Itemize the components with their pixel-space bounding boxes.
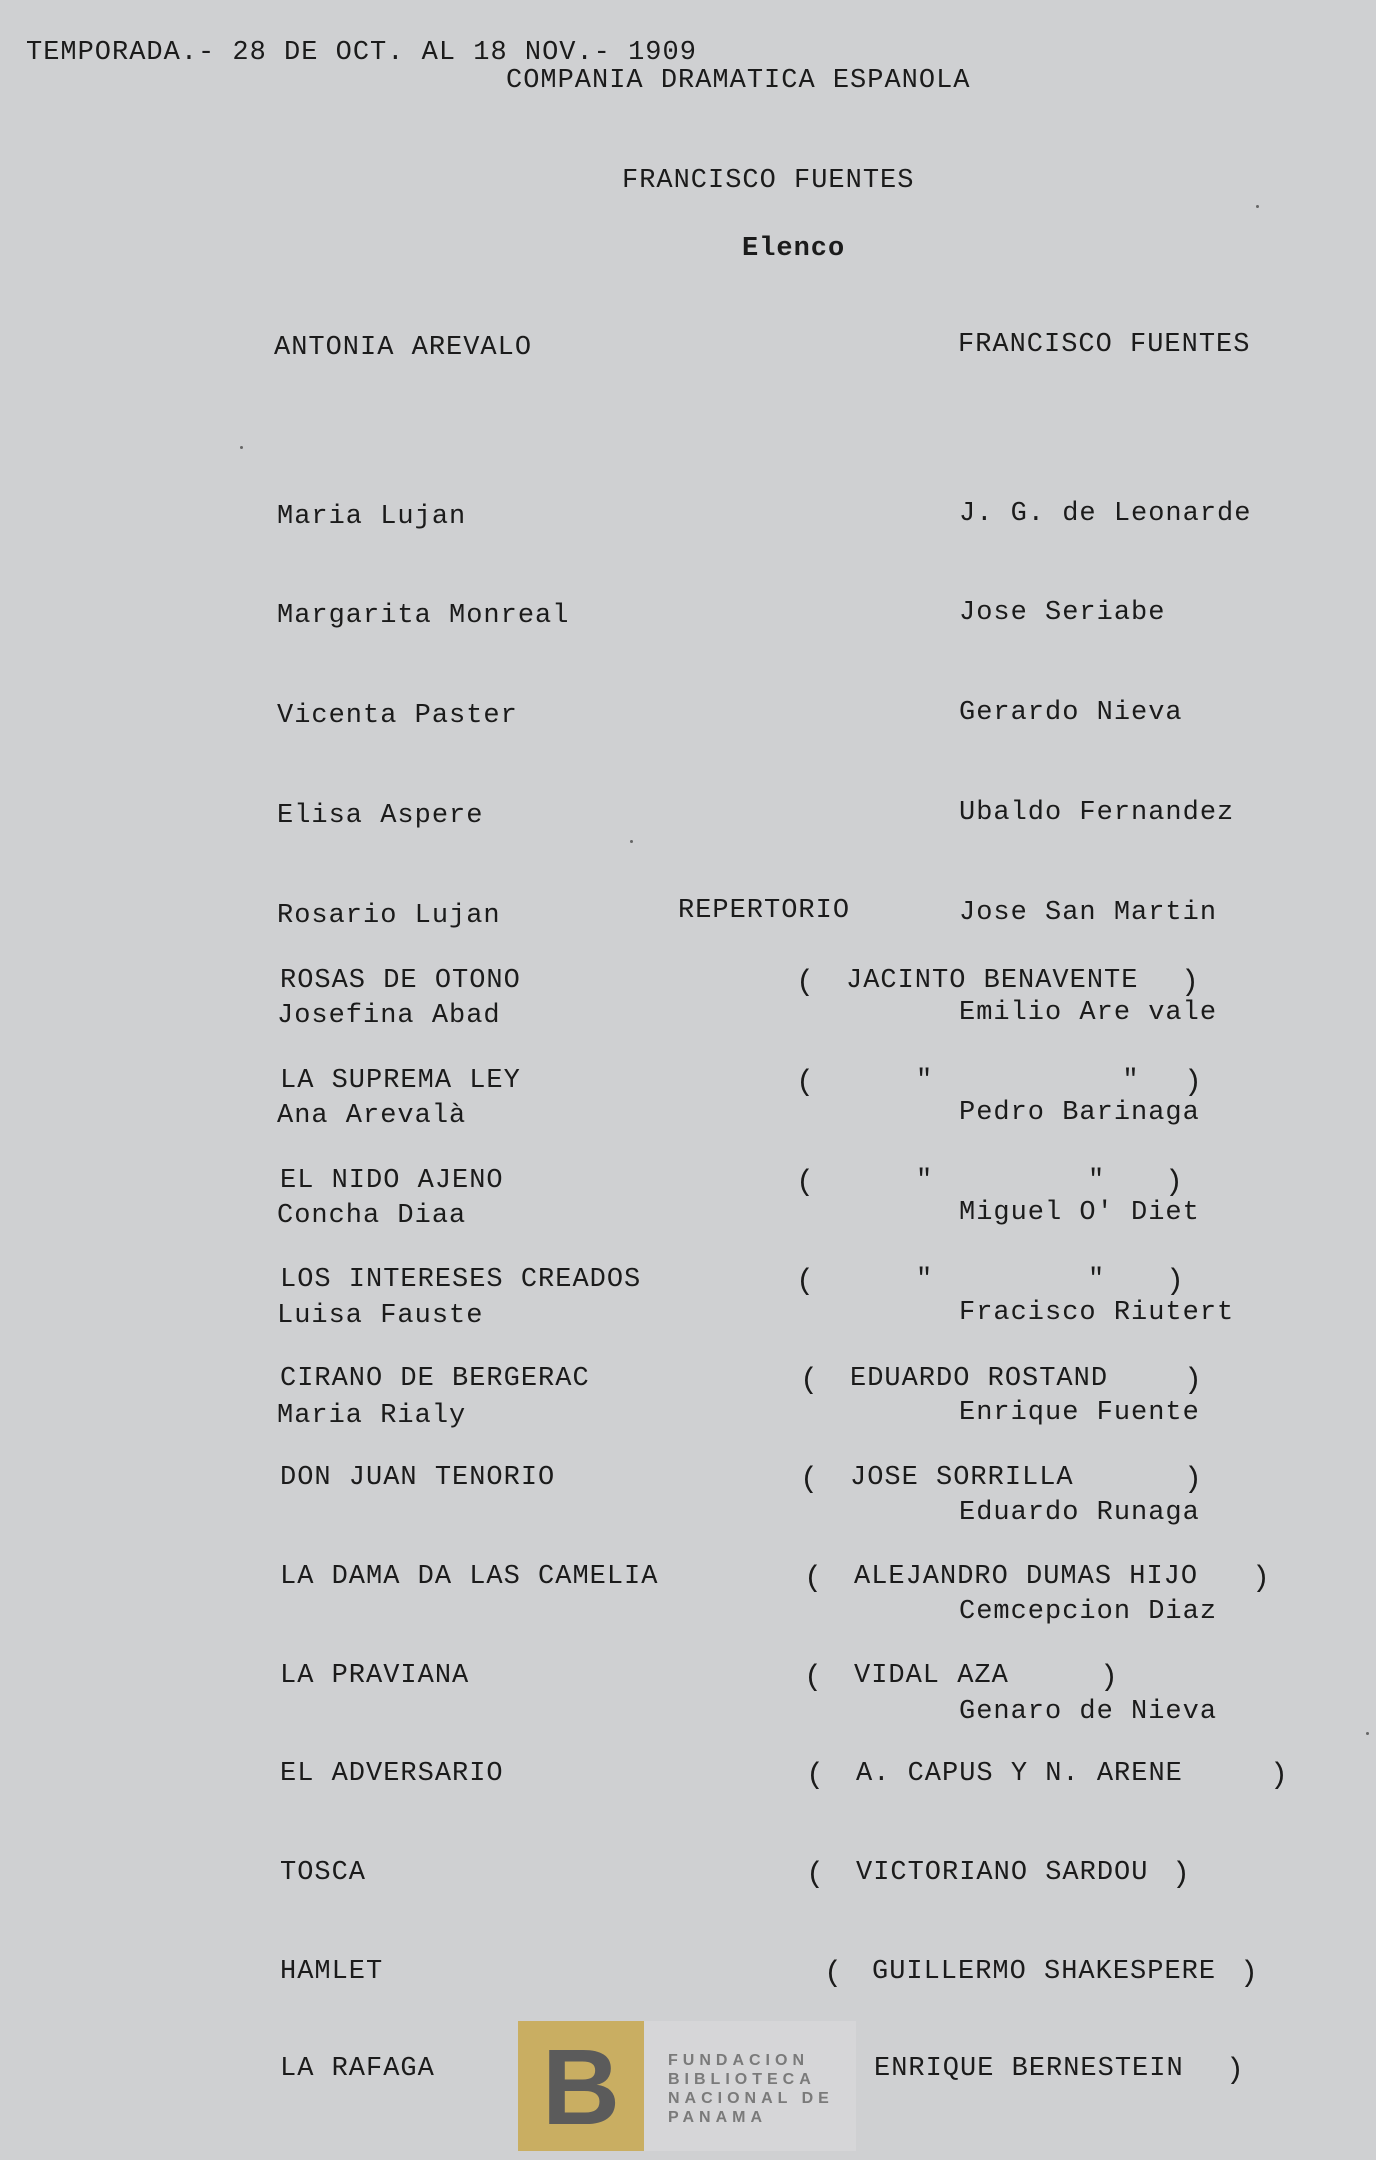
open-paren: ( — [804, 1562, 823, 1596]
list-item: Enrique Fuente — [959, 1397, 1200, 1428]
open-paren: ( — [804, 1661, 823, 1695]
play-title: LA DAMA DA LAS CAMELIA — [280, 1562, 659, 1592]
play-author: GUILLERMO SHAKESPERE — [872, 1957, 1217, 1987]
list-item: Emilio Are vale — [959, 998, 1218, 1029]
repertoire-row — [0, 1265, 1376, 1305]
speck — [630, 840, 633, 843]
list-item: Jose San Martin — [959, 898, 1218, 929]
speck — [1366, 1732, 1369, 1735]
play-title: EL NIDO AJENO — [280, 1166, 504, 1196]
repertoire-row — [0, 1166, 1376, 1206]
close-paren: ) — [1166, 1265, 1185, 1299]
list-item: Jose Seriabe — [959, 598, 1166, 629]
watermark-text: FUNDACION BIBLIOTECA NACIONAL DE PANAMA — [668, 2052, 834, 2126]
play-title: LA RAFAGA — [280, 2054, 435, 2084]
play-title: LA PRAVIANA — [280, 1661, 470, 1691]
repertoire-row — [0, 1066, 1376, 1106]
list-item: Eduardo Runaga — [959, 1497, 1200, 1528]
repertoire-row — [0, 1858, 1376, 1898]
close-paren: ) — [1184, 1364, 1203, 1398]
close-paren: ) — [1252, 1562, 1271, 1596]
list-item: Fracisco Riutert — [959, 1297, 1235, 1328]
repertoire-row — [0, 1759, 1376, 1799]
play-title: CIRANO DE BERGERAC — [280, 1364, 590, 1394]
play-title: TOSCA — [280, 1858, 367, 1888]
repertorio-heading: REPERTORIO — [678, 896, 851, 926]
play-author: " " — [916, 1066, 1140, 1096]
play-title: EL ADVERSARIO — [280, 1759, 504, 1789]
season-dates: TEMPORADA.- 28 DE OCT. AL 18 NOV.- 1909 — [26, 38, 697, 68]
open-paren: ( — [796, 1265, 815, 1299]
open-paren: ( — [800, 1463, 819, 1497]
list-item: Ubaldo Fernandez — [959, 798, 1235, 829]
play-title: LA SUPREMA LEY — [280, 1066, 521, 1096]
list-item: Margarita Monreal — [277, 601, 570, 632]
open-paren: ( — [796, 1066, 815, 1100]
repertoire-row — [0, 1562, 1376, 1602]
play-author: " " — [916, 1166, 1106, 1196]
list-item: Concha Diaa — [277, 1200, 467, 1231]
list-item: Cemcepcion Diaz — [959, 1597, 1218, 1628]
list-item: Pedro Barinaga — [959, 1097, 1200, 1128]
repertoire-row — [0, 1957, 1376, 1997]
company-name: COMPANIA DRAMATICA ESPANOLA — [506, 66, 971, 96]
list-item: Maria Lujan — [277, 501, 467, 532]
list-item: Genaro de Nieva — [959, 1697, 1218, 1728]
lead-actor: FRANCISCO FUENTES — [958, 330, 1251, 360]
speck — [240, 446, 243, 449]
play-title: DON JUAN TENORIO — [280, 1463, 556, 1493]
play-title: LOS INTERESES CREADOS — [280, 1265, 642, 1295]
play-author: JOSE SORRILLA — [850, 1463, 1074, 1493]
play-author: " " — [916, 1265, 1106, 1295]
close-paren: ) — [1100, 1661, 1119, 1695]
list-item: Rosario Lujan — [277, 901, 501, 932]
open-paren: ( — [806, 1759, 825, 1793]
list-item: Gerardo Nieva — [959, 698, 1183, 729]
open-paren: ( — [806, 1858, 825, 1892]
play-author: VIDAL AZA — [854, 1661, 1009, 1691]
list-item: Elisa Aspere — [277, 801, 484, 832]
repertoire-row — [0, 1463, 1376, 1503]
list-item: Miguel O' Diet — [959, 1197, 1200, 1228]
list-item: Ana Arevalà — [277, 1100, 467, 1131]
list-item: Vicenta Paster — [277, 701, 518, 732]
list-item: Maria Rialy — [277, 1400, 467, 1431]
repertoire-row — [0, 1661, 1376, 1701]
elenco-heading: Elenco — [742, 234, 846, 264]
close-paren: ) — [1181, 966, 1200, 1000]
repertoire-row — [0, 966, 1376, 1006]
repertoire-row — [0, 1364, 1376, 1404]
open-paren: ( — [800, 1364, 819, 1398]
list-item: J. G. de Leonarde — [959, 498, 1252, 529]
play-author: ENRIQUE BERNESTEIN — [874, 2054, 1184, 2084]
library-watermark-logo — [518, 2021, 856, 2151]
director-name: FRANCISCO FUENTES — [622, 166, 915, 196]
list-item: Josefina Abad — [277, 1001, 501, 1032]
close-paren: ) — [1270, 1759, 1289, 1793]
speck — [1256, 205, 1259, 208]
play-author: VICTORIANO SARDOU — [856, 1858, 1149, 1888]
play-author: JACINTO BENAVENTE — [846, 966, 1139, 996]
open-paren: ( — [796, 1166, 815, 1200]
lead-actress: ANTONIA AREVALO — [274, 333, 533, 363]
close-paren: ) — [1226, 2054, 1245, 2088]
close-paren: ) — [1172, 1858, 1191, 1892]
play-author: EDUARDO ROSTAND — [850, 1364, 1109, 1394]
close-paren: ) — [1240, 1957, 1259, 1991]
close-paren: ) — [1165, 1166, 1184, 1200]
open-paren: ( — [796, 966, 815, 1000]
list-item: Luisa Fauste — [277, 1300, 484, 1331]
close-paren: ) — [1184, 1463, 1203, 1497]
play-title: HAMLET — [280, 1957, 384, 1987]
open-paren: ( — [824, 1957, 843, 1991]
logo-b-icon: B — [518, 2021, 644, 2151]
play-author: ALEJANDRO DUMAS HIJO — [854, 1562, 1199, 1592]
close-paren: ) — [1184, 1066, 1203, 1100]
play-author: A. CAPUS Y N. ARENE — [856, 1759, 1183, 1789]
play-title: ROSAS DE OTONO — [280, 966, 521, 996]
